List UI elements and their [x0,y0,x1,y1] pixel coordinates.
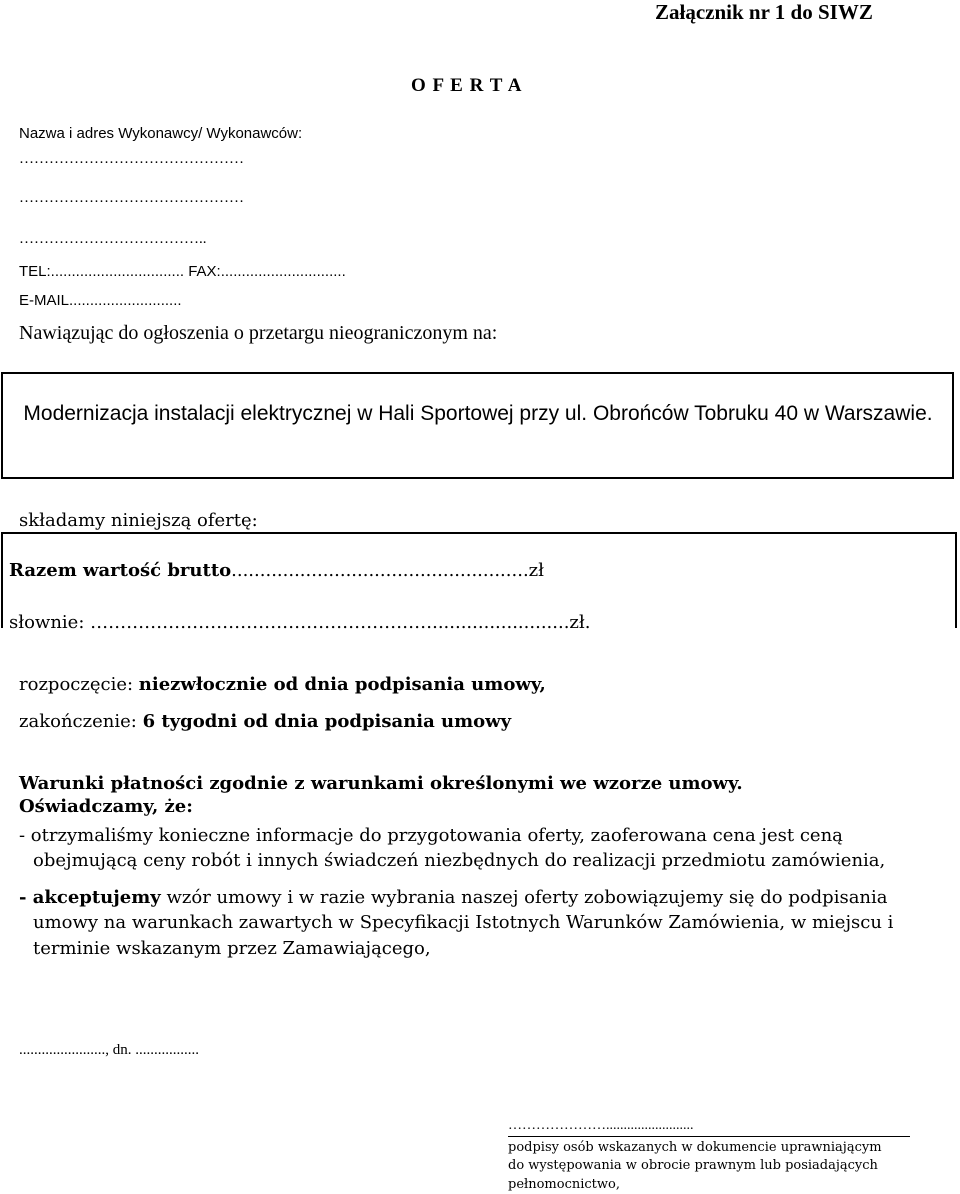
declaration-2-text: wzór umowy i w razie wybrania naszej oferty zobowiązujemy się do podpisania [160,887,888,908]
intro-text: Nawiązując do ogłoszenia o przetargu nieograniczonym na: [19,322,498,344]
tender-subject: Modernizacja instalacji elektrycznej w Hali Sportowej przy ul. Obrońców Tobruku 40 w Warszawie. [23,402,933,425]
gross-value-label: Razem wartość brutto [9,560,232,581]
submit-offer-text: składamy niniejszą ofertę: [19,510,258,531]
gross-value-dots: ....................................................zł [231,560,544,581]
declarations-heading-text: Oświadczamy, że: [19,796,193,817]
declaration-1-line-2: obejmującą ceny robót i innych świadczeń niezbędnych do realizacji przedmiotu zamówienia, [33,850,886,871]
contractor-dots-line-1: ……………………………………… [19,151,244,167]
signature-caption-line-3: pełnomocnictwo, [508,1177,620,1192]
signature-caption-line-1: podpisy osób wskazanych w dokumencie uprawniającym [508,1140,882,1155]
signature-rule [508,1136,910,1137]
declarations-heading [19,796,193,817]
end-label: zakończenie: [19,711,143,732]
payment-terms-text: Warunki płatności zgodnie z warunkami określonymi we wzorze umowy. [19,773,743,794]
contractor-label: Nazwa i adres Wykonawcy/ Wykonawców: [19,125,303,142]
start-date-line [19,674,546,695]
contractor-dots-line-2: ……………………………………… [19,190,244,206]
start-value: niezwłocznie od dnia podpisania umowy, [138,674,546,695]
email-line: E-MAIL........................... [19,292,182,309]
amount-in-words-line: słownie: …………………………………………………........................zł. [9,612,591,633]
payment-terms [19,773,743,794]
annex-title: Załącznik nr 1 do SIWZ [655,0,873,24]
start-label: rozpoczęcie: [19,674,139,695]
declaration-2-line-3: terminie wskazanym przez Zamawiającego, [33,938,431,959]
gross-value-line [9,560,544,581]
contractor-dots-line-3: ……………………………….. [19,231,207,247]
offer-title: O F E R T A [411,75,523,96]
declaration-2-keyword: - akceptujemy [19,887,161,908]
declaration-2-line-1 [19,887,888,908]
signature-caption-line-2: do występowania w obrocie prawnym lub posiadających [508,1158,878,1173]
end-value: 6 tygodni od dnia podpisania umowy [142,711,512,732]
declaration-2-line-2: umowy na warunkach zawartych w Specyfikacji Istotnych Warunków Zamówienia, w miejscu i [33,912,894,933]
declaration-1-line-1: - otrzymaliśmy konieczne informacje do przygotowania oferty, zaoferowana cena jest ceną [19,825,843,846]
tender-subject-box [1,372,954,479]
place-date-line: ......................., dn. ................. [19,1042,199,1058]
signature-dots: …………………......................... [508,1118,694,1133]
tel-fax-line: TEL:................................ FAX:.............................. [19,263,346,280]
end-date-line [19,711,511,732]
